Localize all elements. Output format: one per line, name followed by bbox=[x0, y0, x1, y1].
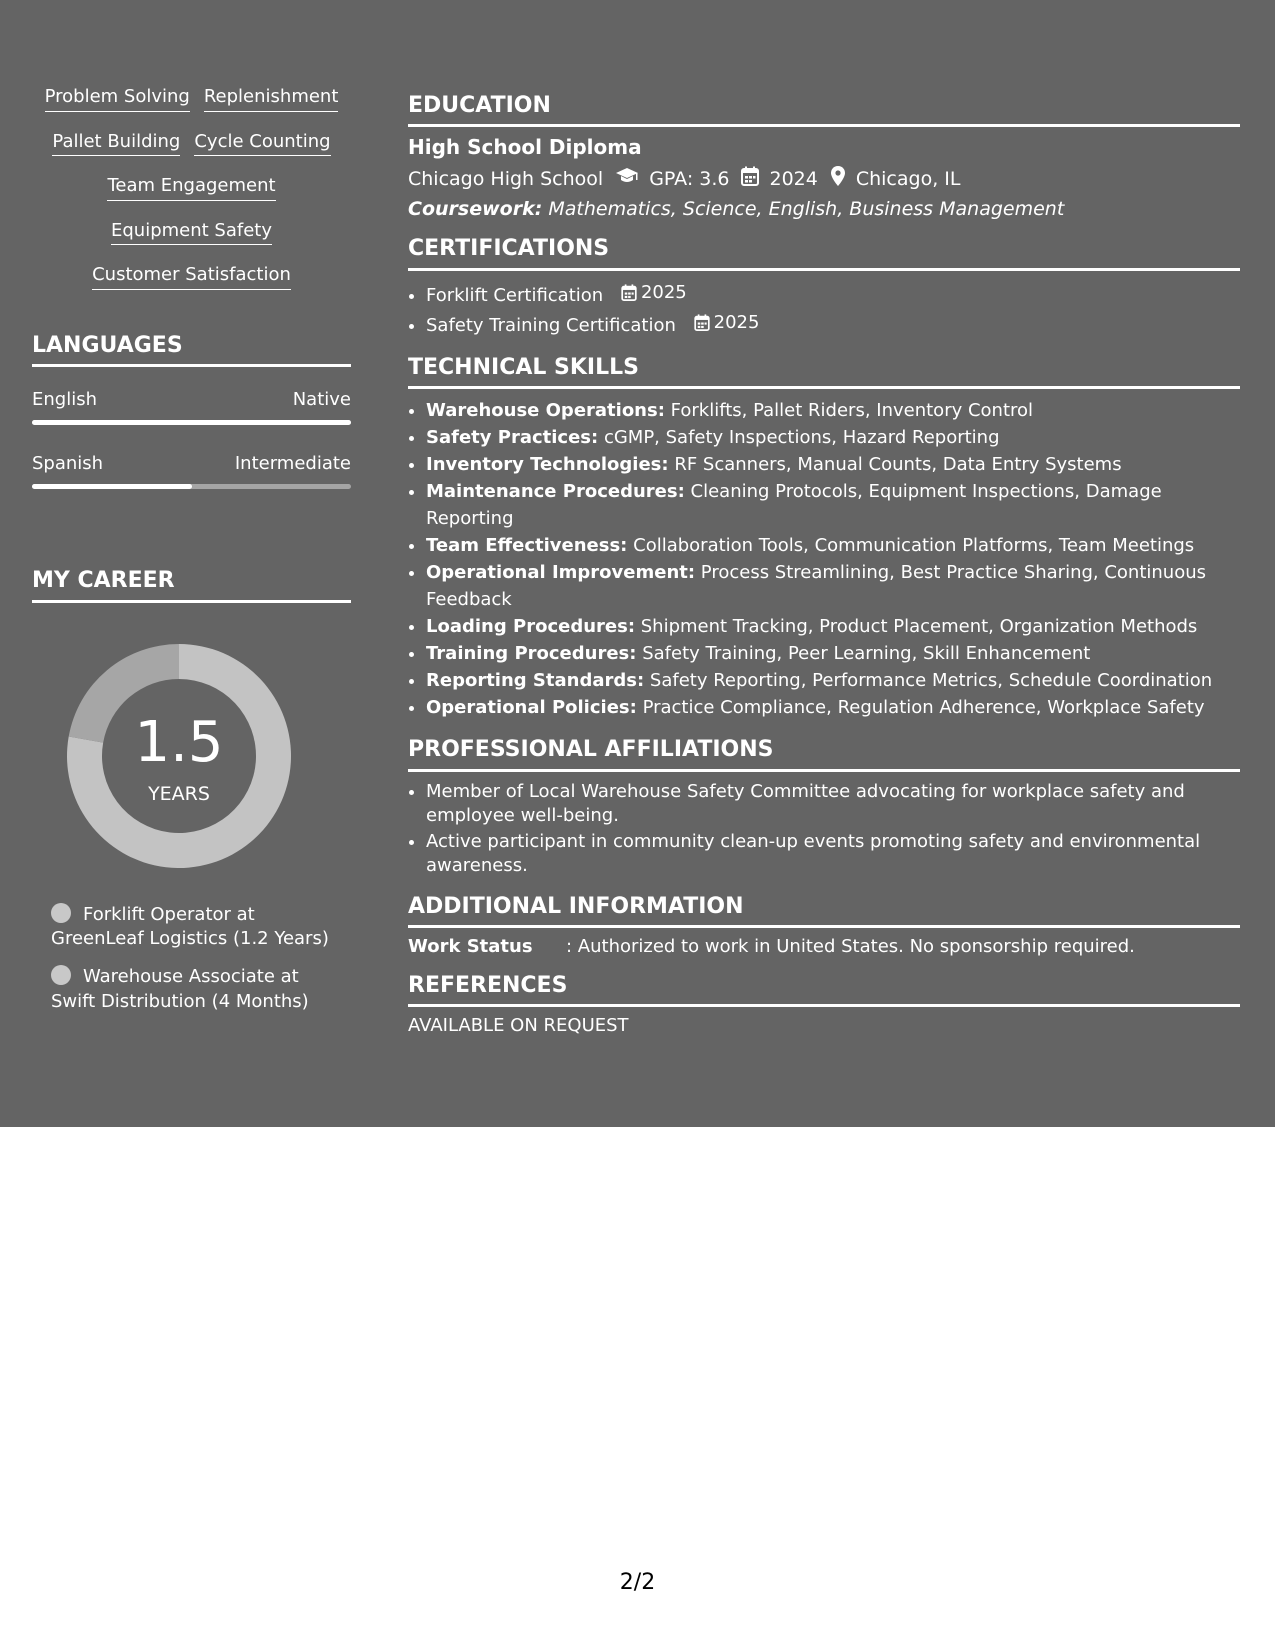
career-total-value: 1.5 bbox=[134, 709, 224, 775]
languages-section bbox=[32, 333, 351, 489]
coursework-label: Coursework: bbox=[408, 198, 543, 221]
education-details bbox=[408, 165, 1240, 192]
skill-tag: Team Engagement bbox=[107, 175, 275, 201]
skill-value: Shipment Tracking, Product Placement, Organization Methods bbox=[640, 616, 1198, 638]
skill-label: Reporting Standards: bbox=[426, 670, 645, 692]
work-status-value: : Authorized to work in United States. No sponsorship required. bbox=[566, 935, 1135, 957]
technical-skill-item bbox=[426, 478, 1240, 532]
education-title: EDUCATION bbox=[408, 93, 1240, 127]
skill-tag: Replenishment bbox=[204, 86, 339, 112]
skill-label: Safety Practices: bbox=[426, 427, 599, 449]
skill-tag: Pallet Building bbox=[52, 131, 180, 157]
calendar-icon bbox=[694, 314, 710, 331]
technical-skill-item bbox=[426, 694, 1240, 721]
technical-skill-item bbox=[426, 640, 1240, 667]
certification-name: Safety Training Certification bbox=[426, 314, 676, 336]
certification-year: 2025 bbox=[713, 311, 760, 333]
right-column bbox=[408, 93, 1240, 1052]
career-section bbox=[32, 568, 351, 1014]
skill-label: Warehouse Operations: bbox=[426, 400, 665, 422]
technical-skill-item bbox=[426, 397, 1240, 424]
skill-value: cGMP, Safety Inspections, Hazard Reporting bbox=[603, 427, 1000, 449]
page-number: 2/2 bbox=[619, 1570, 656, 1595]
language-level: Intermediate bbox=[234, 453, 351, 475]
left-column bbox=[32, 86, 351, 1028]
languages-title: LANGUAGES bbox=[32, 333, 351, 367]
affiliations-list bbox=[408, 780, 1240, 878]
certifications-title: CERTIFICATIONS bbox=[408, 236, 1240, 270]
references-title: REFERENCES bbox=[408, 973, 1240, 1007]
bullet-dot-icon bbox=[51, 965, 71, 985]
affiliations-title: PROFESSIONAL AFFILIATIONS bbox=[408, 737, 1240, 771]
technical-skill-item bbox=[426, 559, 1240, 613]
technical-skills-list bbox=[408, 397, 1240, 721]
skill-value: Cleaning Protocols, Equipment Inspections, Damage Reporting bbox=[426, 481, 1162, 530]
language-row bbox=[32, 453, 351, 474]
gpa: GPA: 3.6 bbox=[649, 167, 730, 190]
tag-row bbox=[32, 131, 351, 157]
skill-label: Team Effectiveness: bbox=[426, 535, 628, 557]
career-title: MY CAREER bbox=[32, 568, 351, 602]
certification-name: Forklift Certification bbox=[426, 284, 604, 306]
affiliation-item: • Active participant in community clean-up events promoting safety and environmental awareness. bbox=[426, 830, 1240, 878]
affiliations-section bbox=[408, 737, 1240, 877]
certification-date bbox=[621, 279, 687, 306]
education-section bbox=[408, 93, 1240, 220]
work-status-label: Work Status bbox=[408, 935, 533, 957]
map-pin-icon bbox=[830, 165, 846, 192]
skill-label: Operational Improvement: bbox=[426, 562, 696, 584]
language-row bbox=[32, 389, 351, 410]
certification-date bbox=[694, 309, 760, 336]
certifications-list bbox=[408, 279, 1240, 339]
career-item-text: Warehouse Associate at Swift Distribution (4 Months) bbox=[51, 966, 309, 1012]
language-bar bbox=[32, 420, 351, 425]
technical-skill-item bbox=[426, 613, 1240, 640]
tag-row bbox=[32, 264, 351, 290]
skill-value: Safety Training, Peer Learning, Skill Enhancement bbox=[642, 643, 1091, 665]
technical-skill-item bbox=[426, 532, 1240, 559]
language-name: English bbox=[32, 389, 97, 411]
calendar-icon bbox=[741, 166, 759, 191]
language-name: Spanish bbox=[32, 453, 104, 475]
calendar-icon bbox=[621, 284, 637, 301]
skill-label: Inventory Technologies: bbox=[426, 454, 669, 476]
skill-tags bbox=[32, 86, 351, 290]
language-bar-fill bbox=[32, 484, 192, 489]
skill-tag: Problem Solving bbox=[45, 86, 190, 112]
coursework-value: Mathematics, Science, English, Business Management bbox=[548, 198, 1065, 221]
skill-label: Training Procedures: bbox=[426, 643, 637, 665]
career-item-text: Forklift Operator at GreenLeaf Logistics (1.2 Years) bbox=[51, 903, 329, 950]
skill-tag: Equipment Safety bbox=[111, 220, 272, 246]
graduation-cap-icon bbox=[615, 167, 639, 190]
career-list bbox=[51, 903, 351, 1014]
language-bar-fill bbox=[32, 420, 351, 425]
technical-skill-item bbox=[426, 451, 1240, 478]
language-level: Native bbox=[292, 389, 351, 411]
work-status-row bbox=[408, 936, 1240, 957]
skill-value: Forklifts, Pallet Riders, Inventory Control bbox=[670, 400, 1034, 422]
career-item bbox=[51, 903, 331, 952]
coursework bbox=[408, 198, 1240, 220]
certification-item bbox=[426, 309, 1240, 339]
skill-tag: Cycle Counting bbox=[194, 131, 330, 157]
skill-value: Collaboration Tools, Communication Platforms, Team Meetings bbox=[633, 535, 1195, 557]
additional-info-title: ADDITIONAL INFORMATION bbox=[408, 894, 1240, 928]
skill-value: Process Streamlining, Best Practice Sharing, Continuous Feedback bbox=[426, 562, 1207, 611]
technical-skill-item bbox=[426, 424, 1240, 451]
certifications-section bbox=[408, 236, 1240, 338]
affiliation-item: • Member of Local Warehouse Safety Committee advocating for workplace safety and employee well-being. bbox=[426, 780, 1240, 828]
graduation-year: 2024 bbox=[769, 167, 818, 190]
career-donut-chart bbox=[66, 643, 292, 869]
skill-tag: Customer Satisfaction bbox=[92, 264, 291, 290]
skill-value: Practice Compliance, Regulation Adherence, Workplace Safety bbox=[642, 697, 1205, 719]
certification-year: 2025 bbox=[640, 281, 687, 303]
technical-skills-section bbox=[408, 355, 1240, 721]
references-text: AVAILABLE ON REQUEST bbox=[408, 1015, 629, 1037]
career-total-unit: YEARS bbox=[148, 782, 210, 805]
skill-label: Operational Policies: bbox=[426, 697, 637, 719]
skill-label: Loading Procedures: bbox=[426, 616, 636, 638]
references-section bbox=[408, 973, 1240, 1036]
career-item bbox=[51, 965, 331, 1014]
school-name: Chicago High School bbox=[408, 167, 604, 190]
skill-value: Safety Reporting, Performance Metrics, Schedule Coordination bbox=[649, 670, 1213, 692]
additional-info-section bbox=[408, 894, 1240, 957]
technical-skill-item bbox=[426, 667, 1240, 694]
skill-label: Maintenance Procedures: bbox=[426, 481, 685, 503]
degree: High School Diploma bbox=[408, 135, 642, 160]
language-bar bbox=[32, 484, 351, 489]
bullet-dot-icon bbox=[51, 903, 71, 923]
school-location: Chicago, IL bbox=[855, 167, 961, 190]
tag-row bbox=[32, 86, 351, 112]
skill-value: RF Scanners, Manual Counts, Data Entry Systems bbox=[674, 454, 1122, 476]
tag-row bbox=[32, 220, 351, 246]
technical-skills-title: TECHNICAL SKILLS bbox=[408, 355, 1240, 389]
tag-row bbox=[32, 175, 351, 201]
certification-item bbox=[426, 279, 1240, 309]
